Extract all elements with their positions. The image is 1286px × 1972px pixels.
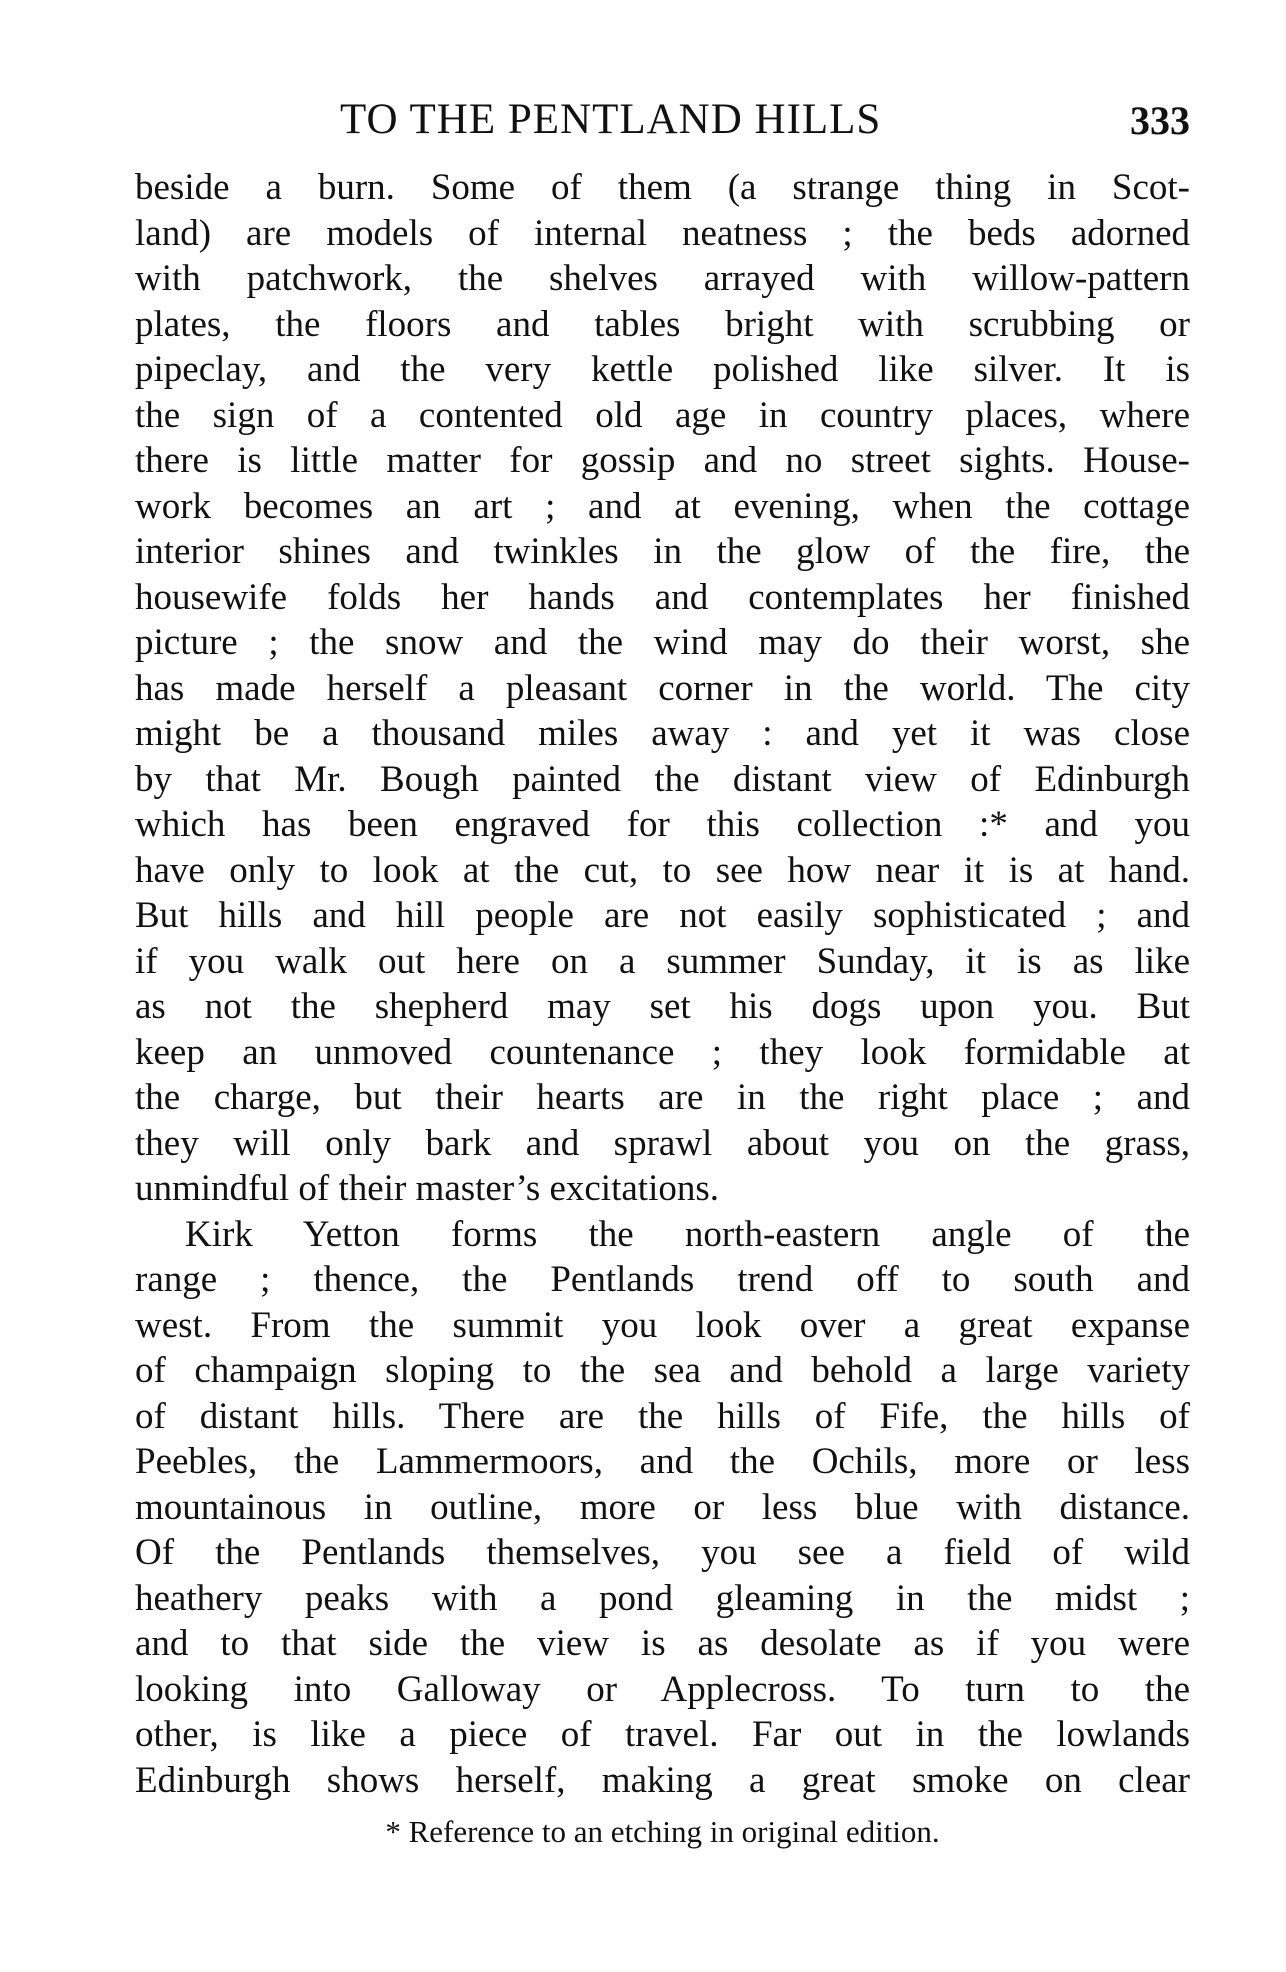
- text-line: land) are models of internal neatness ; the beds adorned: [135, 212, 1190, 254]
- text-line: as not the shepherd may set his dogs upon you. But: [135, 986, 1190, 1027]
- text-line: Kirk Yetton forms the north-eastern angle of the: [185, 1213, 1190, 1255]
- text-line: unmindful of their master’s excitations.: [135, 1168, 719, 1209]
- text-line: west. From the summit you look over a great expanse: [135, 1304, 1190, 1346]
- text-line: Edinburgh shows herself, making a great smoke on clear: [135, 1759, 1190, 1801]
- text-line: of distant hills. There are the hills of Fife, the hills of: [135, 1395, 1190, 1437]
- text-line: But hills and hill people are not easily sophisticated ; and: [135, 895, 1190, 936]
- text-line: there is little matter for gossip and no street sights. House-: [135, 440, 1190, 481]
- running-title: TO THE PENTLAND HILLS: [340, 96, 882, 143]
- text-line: they will only bark and sprawl about you on the grass,: [135, 1122, 1190, 1164]
- text-line: by that Mr. Bough painted the distant view of Edinburgh: [135, 758, 1190, 800]
- text-line: work becomes an art ; and at evening, when the cottage: [135, 485, 1190, 527]
- text-line: plates, the floors and tables bright with scrubbing or: [135, 303, 1190, 345]
- text-line: beside a burn. Some of them (a strange thing in Scot-: [135, 167, 1190, 208]
- text-line: might be a thousand miles away : and yet it was close: [135, 713, 1190, 754]
- page-number: 333: [1130, 98, 1190, 143]
- text-line: looking into Galloway or Applecross. To turn to the: [135, 1668, 1190, 1710]
- text-line: pipeclay, and the very kettle polished like silver. It is: [135, 349, 1190, 390]
- text-line: heathery peaks with a pond gleaming in the midst ;: [135, 1577, 1190, 1619]
- text-line: picture ; the snow and the wind may do their worst, she: [135, 622, 1190, 663]
- text-line: mountainous in outline, more or less blue with distance.: [135, 1486, 1190, 1528]
- text-line: has made herself a pleasant corner in the world. The city: [135, 667, 1190, 709]
- text-line: which has been engraved for this collection :* and you: [135, 804, 1190, 845]
- text-line: if you walk out here on a summer Sunday, it is as like: [135, 940, 1190, 982]
- text-line: Of the Pentlands themselves, you see a field of wild: [135, 1532, 1190, 1573]
- text-line: have only to look at the cut, to see how near it is at hand.: [135, 849, 1190, 891]
- footnote: * Reference to an etching in original edition.: [385, 1814, 940, 1849]
- text-line: and to that side the view is as desolate as if you were: [135, 1623, 1190, 1664]
- text-line: housewife folds her hands and contemplates her finished: [135, 576, 1190, 618]
- text-line: of champaign sloping to the sea and behold a large variety: [135, 1350, 1190, 1391]
- text-line: the charge, but their hearts are in the right place ; and: [135, 1077, 1190, 1118]
- text-line: Peebles, the Lammermoors, and the Ochils, more or less: [135, 1441, 1190, 1482]
- text-line: with patchwork, the shelves arrayed with willow-pattern: [135, 258, 1190, 299]
- text-line: range ; thence, the Pentlands trend off to south and: [135, 1259, 1190, 1300]
- text-line: keep an unmoved countenance ; they look formidable at: [135, 1031, 1190, 1073]
- text-line: other, is like a piece of travel. Far out in the lowlands: [135, 1714, 1190, 1755]
- text-line: interior shines and twinkles in the glow of the fire, the: [135, 531, 1190, 572]
- text-line: the sign of a contented old age in country places, where: [135, 394, 1190, 436]
- page-header: [135, 95, 1190, 155]
